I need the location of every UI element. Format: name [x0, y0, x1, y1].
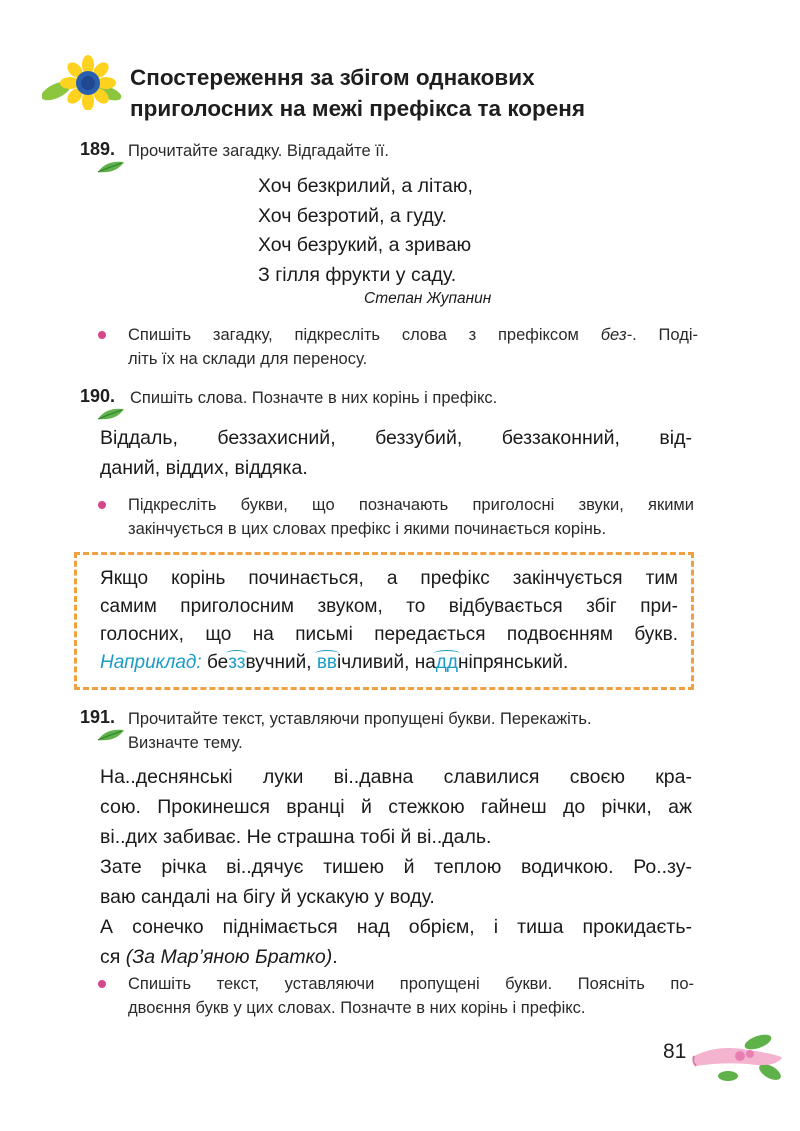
exercise-189-task: Спишіть загадку, підкресліть слова з префіксом без-. Поді- літь їх на склади для переносу. [98, 323, 698, 373]
poem-line: Хоч безротий, а гуду. [258, 204, 447, 227]
leaf-icon [96, 728, 126, 742]
double-letters: дд [435, 652, 458, 673]
riddle-poem [258, 172, 473, 290]
exercise-190-words: Віддаль, беззахисний, беззубий, беззаконний, від- даний, віддих, віддяка. [100, 427, 692, 479]
exercise-191-task: Спишіть текст, уставляючи пропущені букви. Поясніть по- двоєння букв у цих словах. Позначте в них корінь і префікс. [98, 972, 698, 1022]
text-source: (За Мар’яною Братко) [125, 946, 333, 968]
poem-line: Хоч безкрилий, а літаю, [258, 175, 473, 197]
poem-author: Степан Жупанин [364, 290, 492, 307]
bullet-icon [98, 980, 106, 988]
exercise-190-number: 190. [80, 386, 116, 406]
bullet-icon [98, 331, 106, 339]
exercise-191-text: На..деснянські луки ві..давна славилися своєю кра- сою. Прокинешся вранці й стежкою гайнеш до річки, аж ві..дих забиває. Не страшна тобі й ві..даль. Зате річка ві..дячує тишею й теплою водичкою. Ро..зу- ваю сандалі на бігу й ускакую у воду. А сонечко піднімається над обрієм, і тиша прокидаєть- ся (За Мар’яною Братко). [100, 766, 692, 968]
sunflower-icon [42, 55, 122, 110]
exercise-191-instruction: Прочитайте текст, уставляючи пропущені букви. Перекажіть. Визначте тему. [128, 710, 592, 752]
page-title-line1: Спостереження за збігом однакових [130, 65, 535, 90]
bullet-icon [98, 501, 106, 509]
exercise-190-task: Підкресліть букви, що позначають приголосні звуки, якими закінчується в цих словах префікс і якими починається корінь. [98, 493, 698, 543]
poem-line: З гілля фрукти у саду. [258, 263, 457, 286]
page-number: 81 [663, 1040, 687, 1063]
page-title [130, 62, 730, 124]
exercise-189-instruction: Прочитайте загадку. Відгадайте її. [128, 142, 389, 160]
exercise-190-instruction: Спишіть слова. Позначте в них корінь і префікс. [130, 389, 498, 407]
exercise-191-number: 191. [80, 707, 116, 727]
example-label: Наприклад: [100, 652, 202, 673]
double-letters: зз [228, 652, 246, 673]
rule-example: Наприклад: беззвучний, ввічливий, наддніпрянський. [100, 652, 569, 673]
leaf-icon [96, 160, 126, 174]
poem-line: Хоч безрукий, а зриваю [258, 234, 472, 256]
prefix-example: без- [600, 326, 633, 344]
scroll-decoration-icon [688, 1028, 788, 1084]
page-title-line2: приголосних на межі префікса та кореня [130, 96, 586, 121]
exercise-189-number: 189. [80, 139, 116, 159]
leaf-icon [96, 407, 126, 421]
rule-text: Якщо корінь починається, а префікс закінчується тим самим приголосним звуком, то відбувається збіг при- голосних, що на письмі передається подвоєнням букв. Наприклад: беззвучний, ввічливий, наддніпрянський. [100, 565, 678, 677]
double-letters: вв [316, 652, 337, 673]
